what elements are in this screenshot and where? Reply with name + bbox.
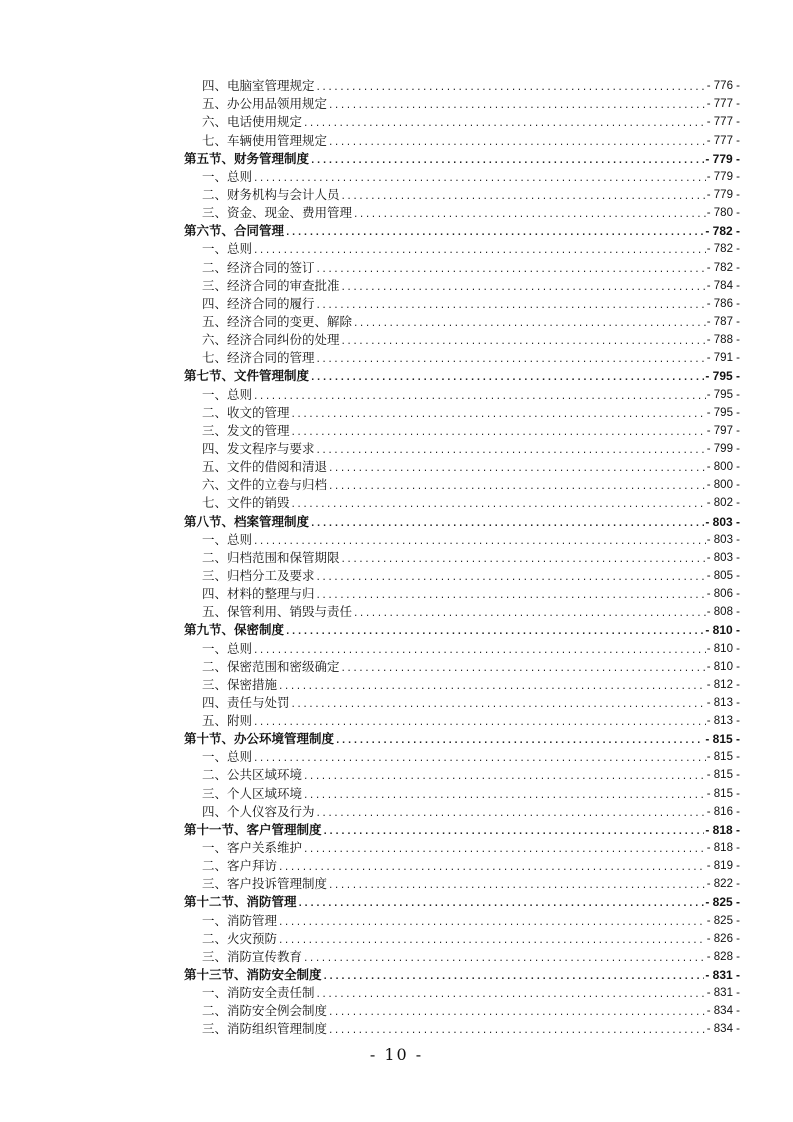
dot-leader <box>323 825 705 839</box>
toc-entry-title: 四、发文程序与要求 <box>202 440 315 456</box>
dot-leader <box>253 716 706 730</box>
toc-entry[interactable] <box>184 331 740 349</box>
toc-entry[interactable] <box>184 803 740 821</box>
toc-entry-title: 四、责任与处罚 <box>202 694 290 710</box>
toc-entry[interactable] <box>184 349 740 367</box>
dot-leader <box>316 571 706 585</box>
toc-entry[interactable] <box>184 404 740 422</box>
dot-leader <box>353 208 706 222</box>
toc-entry-title: 六、经济合同纠份的处理 <box>202 332 340 348</box>
dot-leader <box>303 770 706 784</box>
toc-entry[interactable] <box>184 748 740 766</box>
toc-entry-title: 一、总则 <box>202 749 253 765</box>
dot-leader <box>278 916 706 930</box>
toc-entry-title: 第十三节、消防安全制度 <box>184 967 322 983</box>
toc-entry[interactable] <box>184 204 740 222</box>
dot-leader <box>328 480 706 494</box>
toc-entry-page: - 777 - <box>706 134 740 147</box>
dot-leader <box>278 861 706 875</box>
dot-leader <box>303 789 706 803</box>
toc-entry-page: - 800 - <box>706 479 740 492</box>
toc-entry-title: 五、经济合同的变更、解除 <box>202 313 353 329</box>
toc-entry[interactable] <box>184 911 740 929</box>
toc-section-heading[interactable] <box>184 367 740 385</box>
dot-leader <box>291 408 706 422</box>
toc-entry-page: - 784 - <box>706 279 740 292</box>
toc-entry-title: 三、客户投诉管理制度 <box>202 876 328 892</box>
toc-entry-page: - 802 - <box>706 497 740 510</box>
toc-entry-page: - 806 - <box>706 588 740 601</box>
dot-leader <box>316 988 706 1002</box>
toc-entry-page: - 799 - <box>706 442 740 455</box>
toc-entry-page: - 795 - <box>706 388 740 401</box>
toc-entry-page: - 815 - <box>706 769 740 782</box>
toc-entry-title: 五、保管利用、销毁与责任 <box>202 604 353 620</box>
dot-leader <box>328 99 706 113</box>
dot-leader <box>298 897 705 911</box>
toc-entry-page: - 797 - <box>706 424 740 437</box>
toc-entry[interactable] <box>184 585 740 603</box>
toc-entry-title: 第五节、财务管理制度 <box>184 150 310 166</box>
toc-entry-page: - 822 - <box>706 878 740 891</box>
toc-entry-page: - 812 - <box>706 678 740 691</box>
dot-leader <box>310 517 704 531</box>
toc-entry-title: 三、保密措施 <box>202 676 278 692</box>
toc-entry-title: 一、总则 <box>202 386 253 402</box>
dot-leader <box>341 335 706 349</box>
dot-leader <box>335 734 704 748</box>
toc-entry[interactable] <box>184 422 740 440</box>
toc-entry-title: 一、总则 <box>202 531 253 547</box>
toc-section-heading[interactable] <box>184 966 740 984</box>
toc-entry-page: - 782 - <box>705 224 740 239</box>
dot-leader <box>316 807 706 821</box>
toc-entry-title: 二、客户拜访 <box>202 858 278 874</box>
dot-leader <box>303 952 706 966</box>
dot-leader <box>316 81 706 95</box>
toc-entry-page: - 825 - <box>705 895 740 910</box>
dot-leader <box>316 263 706 277</box>
toc-entry[interactable] <box>184 168 740 186</box>
toc-section-heading[interactable] <box>184 222 740 240</box>
toc-entry-title: 四、个人仪容及行为 <box>202 803 315 819</box>
toc-entry-page: - 826 - <box>706 932 740 945</box>
toc-entry-title: 六、电话使用规定 <box>202 114 303 130</box>
toc-entry-title: 二、归档范围和保管期限 <box>202 549 340 565</box>
toc-entry[interactable] <box>184 295 740 313</box>
toc-entry[interactable] <box>184 531 740 549</box>
toc-entry[interactable] <box>184 1020 740 1038</box>
dot-leader <box>310 371 704 385</box>
toc-entry[interactable] <box>184 567 740 585</box>
toc-entry-page: - 818 - <box>705 822 740 837</box>
toc-entry[interactable] <box>184 494 740 512</box>
toc-entry-page: - 815 - <box>706 787 740 800</box>
toc-entry[interactable] <box>184 784 740 802</box>
toc-entry-page: - 810 - <box>706 642 740 655</box>
toc-entry-title: 三、发文的管理 <box>202 422 290 438</box>
dot-leader <box>278 680 706 694</box>
dot-leader <box>328 1006 706 1020</box>
dot-leader <box>310 154 704 168</box>
toc-entry-title: 七、经济合同的管理 <box>202 350 315 366</box>
dot-leader <box>253 535 706 549</box>
toc-entry-title: 三、消防宣传教育 <box>202 948 303 964</box>
toc-entry-title: 二、保密范围和密级确定 <box>202 658 340 674</box>
toc-entry[interactable] <box>184 186 740 204</box>
toc-entry[interactable] <box>184 676 740 694</box>
toc-entry-page: - 828 - <box>706 950 740 963</box>
dot-leader <box>291 698 706 712</box>
toc-entry[interactable] <box>184 930 740 948</box>
toc-entry-title: 五、办公用品领用规定 <box>202 96 328 112</box>
toc-entry-page: - 779 - <box>706 170 740 183</box>
toc-entry[interactable] <box>184 694 740 712</box>
toc-entry-title: 三、消防组织管理制度 <box>202 1021 328 1037</box>
toc-entry-title: 第十节、办公环境管理制度 <box>184 731 335 747</box>
toc-entry[interactable] <box>184 440 740 458</box>
toc-section-heading[interactable] <box>184 730 740 748</box>
dot-leader <box>253 244 706 258</box>
toc-entry-title: 二、火灾预防 <box>202 930 278 946</box>
toc-entry[interactable] <box>184 948 740 966</box>
dot-leader <box>285 226 704 240</box>
toc-section-heading[interactable] <box>184 821 740 839</box>
dot-leader <box>253 172 706 186</box>
toc-entry[interactable] <box>184 639 740 657</box>
dot-leader <box>353 607 706 621</box>
toc-entry-title: 二、公共区域环境 <box>202 767 303 783</box>
toc-entry-page: - 808 - <box>706 606 740 619</box>
toc-section-heading[interactable] <box>184 150 740 168</box>
toc-entry[interactable] <box>184 458 740 476</box>
toc-entry-title: 一、客户关系维护 <box>202 840 303 856</box>
toc-entry-title: 第十二节、消防管理 <box>184 894 297 910</box>
dot-leader <box>316 299 706 313</box>
toc-entry-page: - 813 - <box>706 715 740 728</box>
toc-entry[interactable] <box>184 549 740 567</box>
toc-entry-title: 一、消防安全责任制 <box>202 985 315 1001</box>
toc-entry-page: - 788 - <box>706 334 740 347</box>
dot-leader <box>328 136 706 150</box>
toc-entry-page: - 803 - <box>706 533 740 546</box>
toc-entry-page: - 805 - <box>706 569 740 582</box>
table-of-contents <box>184 77 740 1038</box>
toc-entry-page: - 803 - <box>706 551 740 564</box>
toc-entry[interactable] <box>184 766 740 784</box>
toc-entry-page: - 779 - <box>705 151 740 166</box>
toc-entry-page: - 795 - <box>705 369 740 384</box>
toc-entry-title: 第七节、文件管理制度 <box>184 368 310 384</box>
dot-leader <box>316 353 706 367</box>
toc-entry-page: - 786 - <box>706 297 740 310</box>
toc-entry-title: 第八节、档案管理制度 <box>184 513 310 529</box>
toc-section-heading[interactable] <box>184 621 740 639</box>
toc-entry[interactable] <box>184 984 740 1002</box>
dot-leader <box>353 317 706 331</box>
toc-entry-page: - 818 - <box>706 842 740 855</box>
toc-entry-title: 二、收文的管理 <box>202 404 290 420</box>
toc-entry-page: - 791 - <box>706 352 740 365</box>
toc-entry-title: 七、文件的销毁 <box>202 495 290 511</box>
toc-entry-title: 三、个人区域环境 <box>202 785 303 801</box>
toc-entry-page: - 834 - <box>706 1023 740 1036</box>
toc-entry-title: 五、附则 <box>202 713 253 729</box>
dot-leader <box>341 553 706 567</box>
dot-leader <box>278 934 706 948</box>
toc-entry[interactable] <box>184 712 740 730</box>
toc-entry-page: - 815 - <box>706 751 740 764</box>
toc-entry-page: - 831 - <box>705 968 740 983</box>
toc-entry[interactable] <box>184 658 740 676</box>
toc-entry[interactable] <box>184 113 740 131</box>
toc-entry-page: - 831 - <box>706 987 740 1000</box>
toc-entry-title: 四、经济合同的履行 <box>202 295 315 311</box>
toc-entry[interactable] <box>184 95 740 113</box>
toc-entry-title: 四、电脑室管理规定 <box>202 78 315 94</box>
toc-entry-page: - 834 - <box>706 1005 740 1018</box>
toc-entry-page: - 782 - <box>706 261 740 274</box>
dot-leader <box>285 625 704 639</box>
toc-entry-title: 三、资金、现金、费用管理 <box>202 205 353 221</box>
dot-leader <box>328 1024 706 1038</box>
toc-entry-page: - 825 - <box>706 914 740 927</box>
toc-entry-title: 一、总则 <box>202 168 253 184</box>
toc-entry-page: - 810 - <box>706 660 740 673</box>
toc-entry-title: 二、消防安全例会制度 <box>202 1003 328 1019</box>
toc-entry[interactable] <box>184 77 740 95</box>
toc-section-heading[interactable] <box>184 893 740 911</box>
toc-entry-title: 第十一节、客户管理制度 <box>184 821 322 837</box>
dot-leader <box>303 117 706 131</box>
dot-leader <box>291 426 706 440</box>
toc-entry-page: - 813 - <box>706 696 740 709</box>
toc-entry[interactable] <box>184 258 740 276</box>
toc-entry-title: 五、文件的借阅和清退 <box>202 459 328 475</box>
dot-leader <box>253 390 706 404</box>
toc-entry-page: - 815 - <box>705 732 740 747</box>
toc-entry[interactable] <box>184 131 740 149</box>
page-number: - 10 - <box>369 1045 424 1064</box>
toc-entry-title: 一、总则 <box>202 640 253 656</box>
toc-entry-title: 七、车辆使用管理规定 <box>202 132 328 148</box>
toc-entry-title: 一、消防管理 <box>202 912 278 928</box>
toc-entry-page: - 776 - <box>706 80 740 93</box>
toc-entry-title: 第六节、合同管理 <box>184 223 285 239</box>
toc-entry[interactable] <box>184 476 740 494</box>
toc-entry-title: 六、文件的立卷与归档 <box>202 477 328 493</box>
toc-entry-page: - 787 - <box>706 315 740 328</box>
toc-entry[interactable] <box>184 839 740 857</box>
dot-leader <box>316 444 706 458</box>
toc-entry[interactable] <box>184 875 740 893</box>
toc-entry[interactable] <box>184 385 740 403</box>
toc-entry-page: - 782 - <box>706 243 740 256</box>
toc-entry-title: 二、财务机构与会计人员 <box>202 186 340 202</box>
dot-leader <box>328 879 706 893</box>
toc-entry[interactable] <box>184 603 740 621</box>
toc-section-heading[interactable] <box>184 512 740 530</box>
dot-leader <box>328 462 706 476</box>
toc-entry-title: 四、材料的整理与归 <box>202 586 315 602</box>
toc-entry[interactable] <box>184 1002 740 1020</box>
toc-entry-page: - 777 - <box>706 116 740 129</box>
toc-entry-page: - 803 - <box>705 514 740 529</box>
dot-leader <box>341 662 706 676</box>
toc-entry-page: - 816 - <box>706 805 740 818</box>
toc-entry-title: 二、经济合同的签订 <box>202 259 315 275</box>
toc-entry-title: 第九节、保密制度 <box>184 622 285 638</box>
dot-leader <box>341 190 706 204</box>
toc-entry-page: - 777 - <box>706 98 740 111</box>
toc-entry-title: 三、经济合同的审查批准 <box>202 277 340 293</box>
toc-entry[interactable] <box>184 277 740 295</box>
toc-entry-title: 一、总则 <box>202 241 253 257</box>
toc-entry-page: - 800 - <box>706 461 740 474</box>
dot-leader <box>253 752 706 766</box>
toc-entry[interactable] <box>184 313 740 331</box>
toc-entry-page: - 795 - <box>706 406 740 419</box>
toc-entry-title: 三、归档分工及要求 <box>202 567 315 583</box>
toc-entry-page: - 819 - <box>706 860 740 873</box>
toc-entry[interactable] <box>184 240 740 258</box>
dot-leader <box>341 281 706 295</box>
dot-leader <box>323 970 705 984</box>
dot-leader <box>303 843 706 857</box>
toc-entry-page: - 810 - <box>705 623 740 638</box>
toc-entry-page: - 779 - <box>706 188 740 201</box>
dot-leader <box>253 644 706 658</box>
dot-leader <box>291 498 706 512</box>
toc-entry-page: - 780 - <box>706 207 740 220</box>
toc-entry[interactable] <box>184 857 740 875</box>
dot-leader <box>316 589 706 603</box>
